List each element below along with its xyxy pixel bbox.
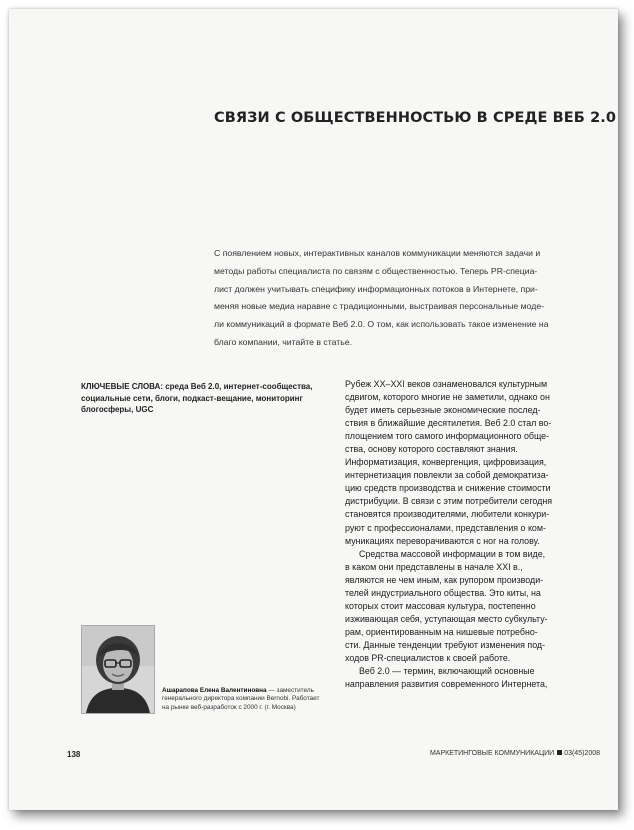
author-bio-line: генерального директора компании Bernobi. Работает [162,695,320,703]
lead-line: меняя новые медиа наравне с традиционными, выстраивая персональные моде- [214,301,545,312]
body-line: Веб 2.0 — термин, включающий основные [359,666,535,677]
body-line: телей индустриального общества. Это киты, на [345,587,541,598]
square-bullet-icon [557,750,562,755]
journal-footer [430,750,600,757]
keywords-line: социальные сети, блоги, подкаст-вещание, мониторинг [81,393,303,403]
body-line: ства, основу которого составляют знания. [345,444,518,455]
author-photo [81,625,155,714]
body-line: интернетизация повлекли за собой демократиза- [345,470,549,481]
author-role: — заместитель [266,687,314,694]
body-line: площением того самого информационного обще- [345,431,550,442]
body-line: ходов PR-специалистов к своей работе. [345,652,511,663]
page-number: 138 [67,750,81,759]
body-line: являются не чем иным, как рупором производи- [345,574,544,585]
body-line: в каком они представлены в начале XXI в., [345,561,523,572]
body-line: муникациях переворачиваются с ног на голову. [345,535,540,546]
body-line: Рубеж XX–XXI веков ознаменовался культурным [345,379,548,389]
author-bio [162,687,332,712]
keywords-block [81,381,323,416]
body-line: будет иметь серьезные экономические послед- [345,405,541,416]
lead-line: лист должен учитывать специфику информационных потоков в Интернете, при- [214,283,538,294]
keywords-line: блогосферы, UGC [81,405,154,415]
body-line: которых стоит массовая культура, постепенно [345,600,536,611]
journal-name: МАРКЕТИНГОВЫЕ КОММУНИКАЦИИ [429,750,555,757]
article-body [345,378,590,691]
article-lead [214,245,584,352]
body-line: Информатизация, конвергенция, цифровизация, [345,457,547,468]
journal-issue: 03(45)2008 [564,750,600,757]
body-line: цию средств производства и снижение стоимости [345,483,551,494]
body-line: дистрибуции. В связи с этим потребители сегодня [345,496,553,507]
body-line: сдвигом, которого многие не заметили, однако он [345,392,550,403]
author-portrait-image [82,626,154,713]
body-line: становятся производителями, любители конкури- [345,509,550,520]
body-line: ствия в ближайшие десятилетия. Веб 2.0 стал во- [345,418,552,429]
lead-line: методы работы специалиста по связям с общественностью. Теперь PR-специа- [214,265,538,276]
body-line: изживающая себя, уступающая место субкульту- [345,613,548,624]
body-line: рам, ориентированным на нишевые потребно- [345,626,538,637]
article-title: СВЯЗИ С ОБЩЕСТВЕННОСТЬЮ В СРЕДЕ ВЕБ 2.0 [214,110,617,126]
body-line: направления развития современного Интернета, [345,679,548,690]
body-line: руют с профессионалами, представления о ком- [345,522,546,533]
author-bio-line: на рынке веб-разработок с 2000 г. (г. Москва) [162,703,296,711]
magazine-page [9,9,618,810]
lead-line: ли коммуникаций в формате Веб 2.0. О том, как использовать такое изменение на [214,319,549,330]
body-line: сти. Данные тенденции требуют изменения под- [345,639,546,650]
keywords-line: КЛЮЧЕВЫЕ СЛОВА: среда Веб 2.0, интернет-сообщества, [81,382,313,391]
lead-line: С появлением новых, интерактивных каналов коммуникации меняются задачи и [214,248,541,258]
lead-line: благо компании, читайте в статье. [214,336,352,347]
body-line: Средства массовой информации в том виде, [359,548,546,559]
author-name: Ашарапова Елена Валентиновна [162,687,267,694]
